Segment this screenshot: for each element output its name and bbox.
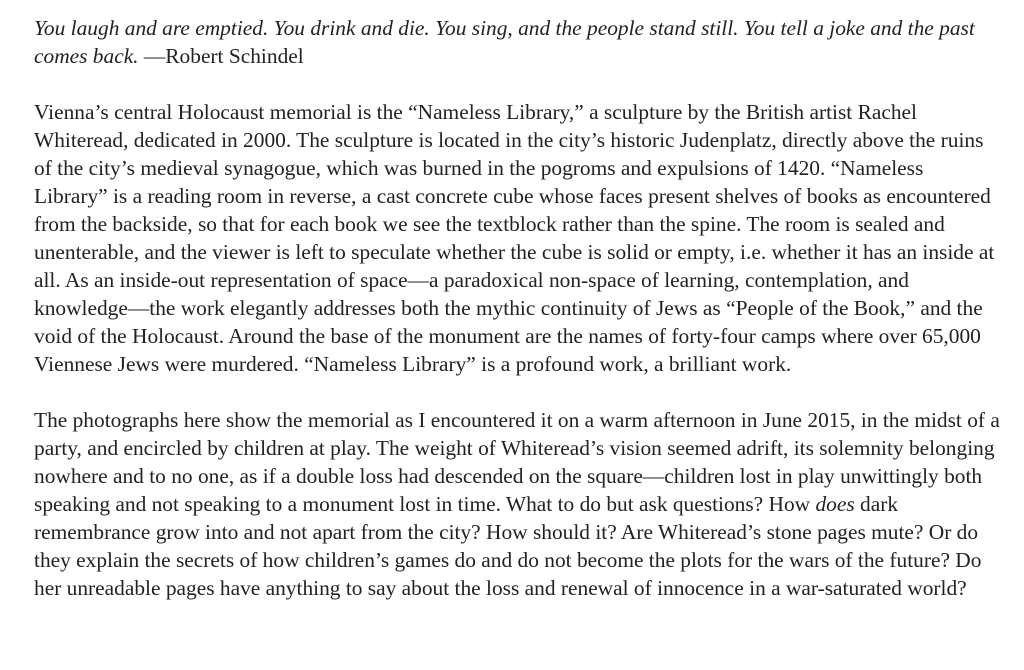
- emphasized-word: does: [815, 492, 855, 516]
- paragraph-photographs-part2: dark remembrance grow into and not apart from the city? How should it? Are Whiteread’s stone pages mute? Or do they explain the secrets of how children’s games do and do not become the plots for the wars of the future? Do her unreadable pages have anything to say about the loss and renewal of innocence in a war-saturated world?: [34, 492, 982, 600]
- epigraph-attribution: —Robert Schindel: [143, 44, 304, 68]
- essay-page: [34, 14, 1000, 602]
- paragraph-photographs: [34, 406, 1000, 602]
- epigraph: [34, 14, 1000, 70]
- epigraph-quote: You laugh and are emptied. You drink and die. You sing, and the people stand still. You tell a joke and the past comes back.: [34, 16, 975, 68]
- paragraph-memorial-description: Vienna’s central Holocaust memorial is the “Nameless Library,” a sculpture by the British artist Rachel Whiteread, dedicated in 2000. The sculpture is located in the city’s historic Judenplatz, directly above the ruins of the city’s medieval synagogue, which was burned in the pogroms and expulsions of 1420. “Nameless Library” is a reading room in reverse, a cast concrete cube whose faces present shelves of books as encountered from the backside, so that for each book we see the textblock rather than the spine. The room is sealed and unenterable, and the viewer is left to speculate whether the cube is solid or empty, i.e. whether it has an inside at all. As an inside-out representation of space—a paradoxical non-space of learning, contemplation, and knowledge—the work elegantly addresses both the mythic continuity of Jews as “People of the Book,” and the void of the Holocaust. Around the base of the monument are the names of forty-four camps where over 65,000 Viennese Jews were murdered. “Nameless Library” is a profound work, a brilliant work.: [34, 100, 995, 376]
- paragraph-photographs-part1: The photographs here show the memorial as I encountered it on a warm afternoon in June 2015, in the midst of a party, and encircled by children at play. The weight of Whiteread’s vision seemed adrift, its solemnity belonging nowhere and to no one, as if a double loss had descended on the square—children lost in play unwittingly both speaking and not speaking to a monument lost in time. What to do but ask questions? How: [34, 408, 1000, 516]
